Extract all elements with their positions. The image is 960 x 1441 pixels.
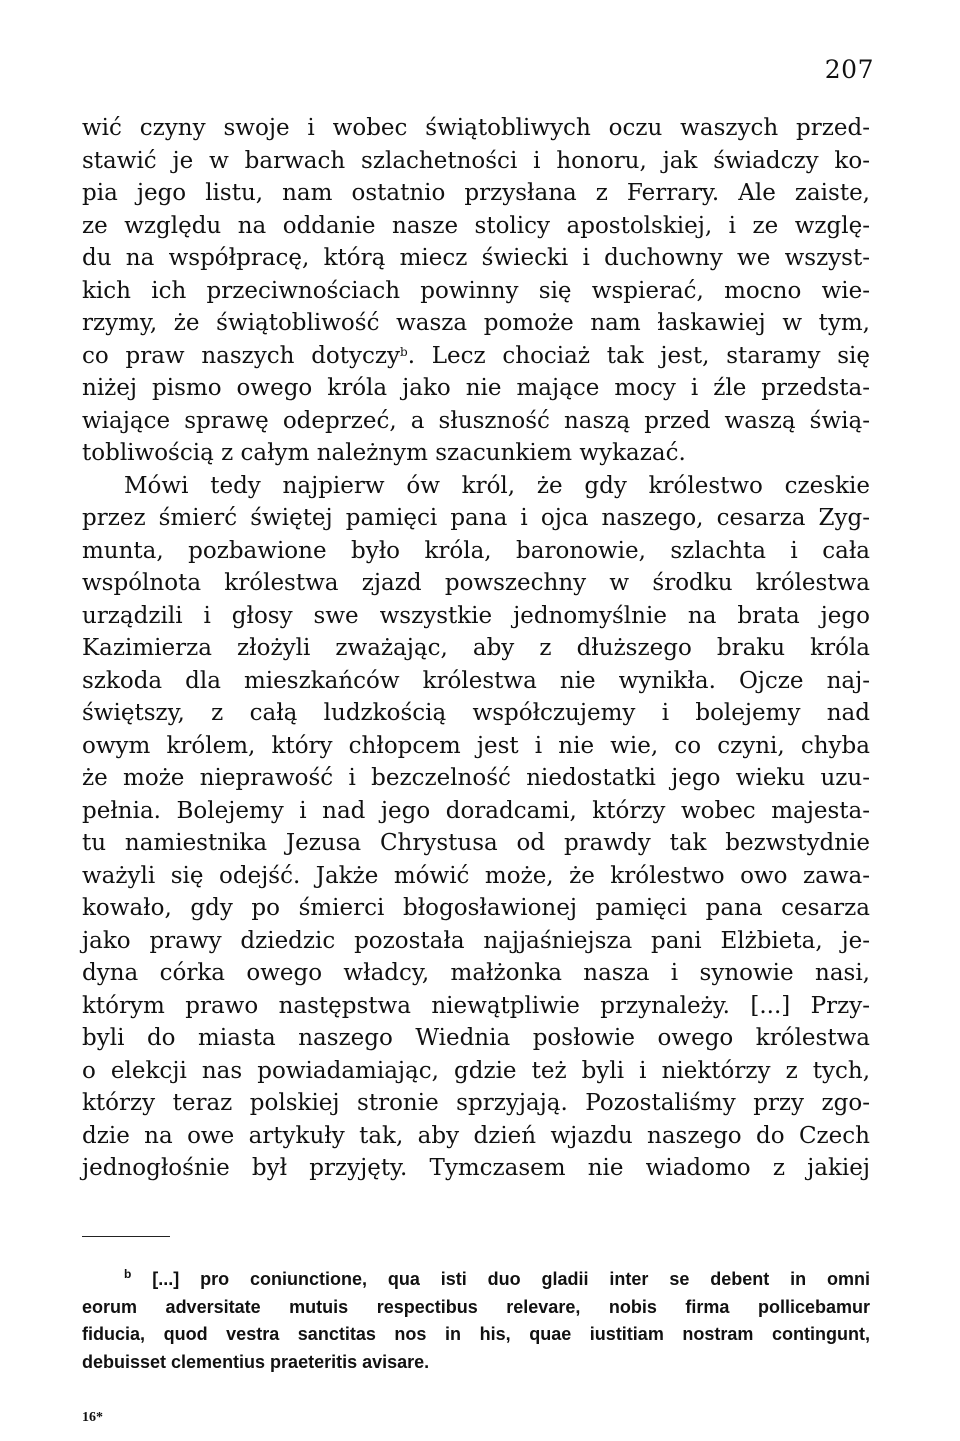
text-line: du na współpracę, którą miecz świecki i duchowny we wszyst- (82, 245, 870, 271)
text-line: urządzili i głosy swe wszystkie jednomyślnie na brata jego (82, 602, 870, 629)
footnote-line: eorum adversitate mutuis respectibus relevare, nobis firma pollicebamur (82, 1296, 870, 1317)
text-line: pełnia. Bolejemy i nad jego doradcami, którzy wobec majesta- (82, 797, 870, 824)
printer-signature-mark: 16* (82, 1410, 103, 1425)
text-line: niżej pismo owego króla jako nie mające mocy i źle przedsta- (82, 375, 870, 401)
text-line-head: co praw naszych dotyczy (82, 342, 401, 369)
text-line: wiające sprawę odeprzeć, a słuszność naszą przed waszą świą- (82, 407, 870, 434)
text-line: pia jego listu, nam ostatnio przysłana z Ferrary. Ale zaiste, (82, 180, 870, 206)
text-line-tail: . Lecz chociaż tak jest, staramy się (407, 342, 870, 369)
text-line: o elekcji nas powiadamiając, gdzie też byli i niektórzy z tych, (82, 1057, 870, 1084)
text-line: tobliwością z całym należnym szacunkiem wykazać. (82, 440, 686, 466)
text-line: kowało, gdy po śmierci błogosławionej pamięci pana cesarza (82, 895, 870, 921)
text-line: dyna córka owego władcy, małżonka nasza i synowie nasi, (82, 960, 870, 986)
footnote-line: fiducia, quod vestra sanctitas nos in his, quae iustitiam nostram contingunt, (82, 1324, 870, 1344)
paragraph-start-line: Mówi tedy najpierw ów król, że gdy królestwo czeskie (124, 472, 870, 499)
text-line: świętszy, z całą ludzkością współczujemy i bolejemy nad (82, 700, 870, 726)
text-line: munta, pozbawione było króla, baronowie, szlachta i cała (82, 537, 870, 564)
text-line: którym prawo następstwa niewątpliwie przynależy. [...] Przy- (82, 992, 870, 1019)
footnote-ref: b (400, 344, 408, 359)
footnote-line (82, 1266, 870, 1294)
text-line: kich ich przeciwnościach powinny się wspierać, mocno wie- (82, 277, 870, 304)
text-line: stawić je w barwach szlachetności i honoru, jak świadczy ko- (82, 147, 870, 174)
text-line: przez śmierć świętej pamięci pana i ojca naszego, cesarza Zyg- (82, 505, 870, 531)
text-line: wić czyny swoje i wobec świątobliwych oczu waszych przed- (82, 115, 870, 141)
text-line: tu namiestnika Jezusa Chrystusa od prawdy tak bezwstydnie (82, 830, 870, 856)
footnote (82, 1266, 870, 1376)
text-line: ważyli się odejść. Jakże mówić może, że królestwo owo zawa- (82, 862, 870, 889)
text-line: owym królem, który chłopcem jest i nie wie, co czyni, chyba (82, 732, 870, 759)
page-number: 207 (824, 55, 874, 84)
text-line: Kazimierza złożyli zważając, aby z dłuższego braku króla (82, 635, 870, 661)
text-line: że może nieprawość i bezczelność niedostatki jego wieku uzu- (82, 765, 870, 791)
text-line: którzy teraz polskiej stronie sprzyjają. Pozostaliśmy przy zgo- (82, 1090, 870, 1116)
text-line-with-footnote-ref (82, 340, 870, 373)
text-line: szkoda dla mieszkańców królestwa nie wynikła. Ojcze naj- (82, 667, 870, 694)
footnote-divider (82, 1236, 170, 1237)
footnote-line-text: [...] pro coniunctione, qua isti duo gladii inter se debent in omni (131, 1269, 870, 1289)
footnote-line: debuisset clementius praeteritis avisare. (82, 1351, 430, 1372)
text-line: ze względu na oddanie nasze stolicy apostolskiej, i ze wzglę- (82, 212, 870, 239)
text-line: jednogłośnie był przyjęty. Tymczasem nie wiadomo z jakiej (82, 1155, 870, 1181)
main-text (82, 112, 870, 1185)
text-line: jako prawy dziedzic pozostała najjaśniejsza pani Elżbieta, je- (82, 927, 870, 954)
text-line: rzymy, że świątobliwość wasza pomoże nam łaskawiej w tym, (82, 310, 870, 336)
text-line: byli do miasta naszego Wiednia posłowie owego królestwa (82, 1025, 870, 1051)
text-line: wspólnota królestwa zjazd powszechny w środku królestwa (82, 570, 870, 596)
footnote-marker: b (124, 1267, 132, 1281)
text-line: dzie na owe artykuły tak, aby dzień wjazdu naszego do Czech (82, 1122, 870, 1149)
